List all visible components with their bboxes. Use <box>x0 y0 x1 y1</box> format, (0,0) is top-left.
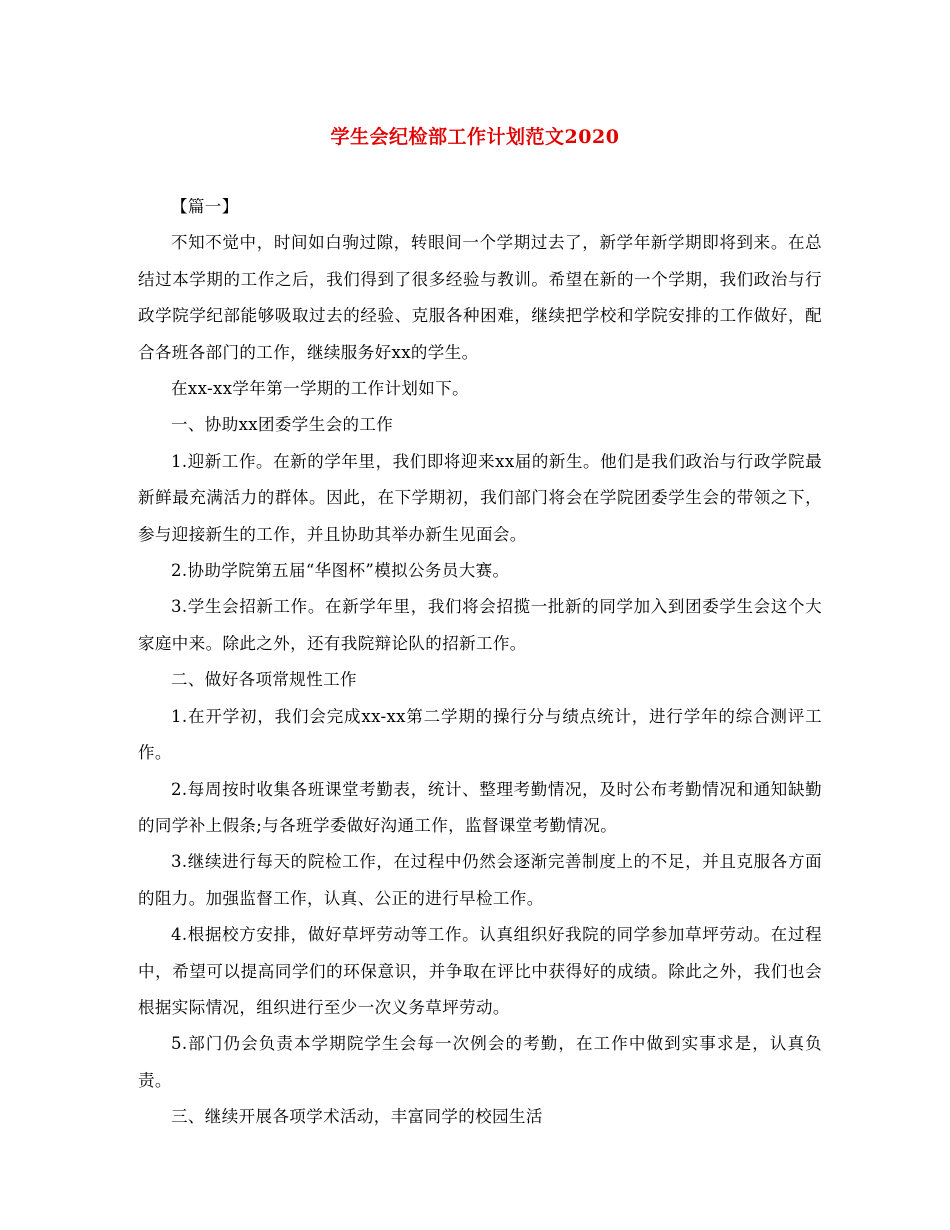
heading-section-1: 一、协助xx团委学生会的工作 <box>171 415 394 435</box>
paragraph-item-2-5: 5.部门仍会负责本学期院学生会每一次例会的考勤，在工作中做到实事求是，认真负责。 <box>138 1034 822 1090</box>
heading-section-2: 二、做好各项常规性工作 <box>171 670 357 690</box>
paragraph-item-2-3: 3.继续进行每天的院检工作，在过程中仍然会逐渐完善制度上的不足，并且克服各方面的阻力。加强监督工作，认真、公正的进行早检工作。 <box>138 852 822 908</box>
paragraph-item-2-4: 4.根据校方安排，做好草坪劳动等工作。认真组织好我院的同学参加草坪劳动。在过程中，希望可以提高同学们的环保意识，并争取在评比中获得好的成绩。除此之外，我们也会根据实际情况，组织进行至少一次义务草坪劳动。 <box>138 925 822 1017</box>
paragraph-item-2-2: 2.每周按时收集各班课堂考勤表，统计、整理考勤情况，及时公布考勤情况和通知缺勤的同学补上假条;与各班学委做好沟通工作，监督课堂考勤情况。 <box>138 779 822 835</box>
paragraph-item-1-3: 3.学生会招新工作。在新学年里，我们将会招揽一批新的同学加入到团委学生会这个大家庭中来。除此之外，还有我院辩论队的招新工作。 <box>138 597 822 653</box>
paragraph-plan-lead: 在xx-xx学年第一学期的工作计划如下。 <box>171 379 470 399</box>
heading-section-3: 三、继续开展各项学术活动，丰富同学的校园生活 <box>171 1107 543 1127</box>
document-body <box>138 189 822 1136</box>
document-title: 学生会纪检部工作计划范文2020 <box>330 126 620 148</box>
paragraph-item-2-1: 1.在开学初，我们会完成xx-xx第二学期的操行分与绩点统计，进行学年的综合测评工作。 <box>138 706 822 763</box>
paragraph-item-1-1: 1.迎新工作。在新的学年里，我们即将迎来xx届的新生。他们是我们政治与行政学院最新鲜最充满活力的群体。因此，在下学期初，我们部门将会在学院团委学生会的带领之下，参与迎接新生的工作，并且协助其举办新生见面会。 <box>138 451 822 544</box>
paragraph-section-label: 【篇一】 <box>171 197 239 216</box>
paragraph-item-1-2: 2.协助学院第五届“华图杯”模拟公务员大赛。 <box>171 561 510 581</box>
paragraph-intro: 不知不觉中，时间如白驹过隙，转眼间一个学期过去了，新学年新学期即将到来。在总结过本学期的工作之后，我们得到了很多经验与教训。希望在新的一个学期，我们政治与行政学院学纪部能够吸取过去的经验、克服各种困难，继续把学校和学院安排的工作做好，配合各班各部门的工作，继续服务好xx的学生。 <box>138 233 822 362</box>
